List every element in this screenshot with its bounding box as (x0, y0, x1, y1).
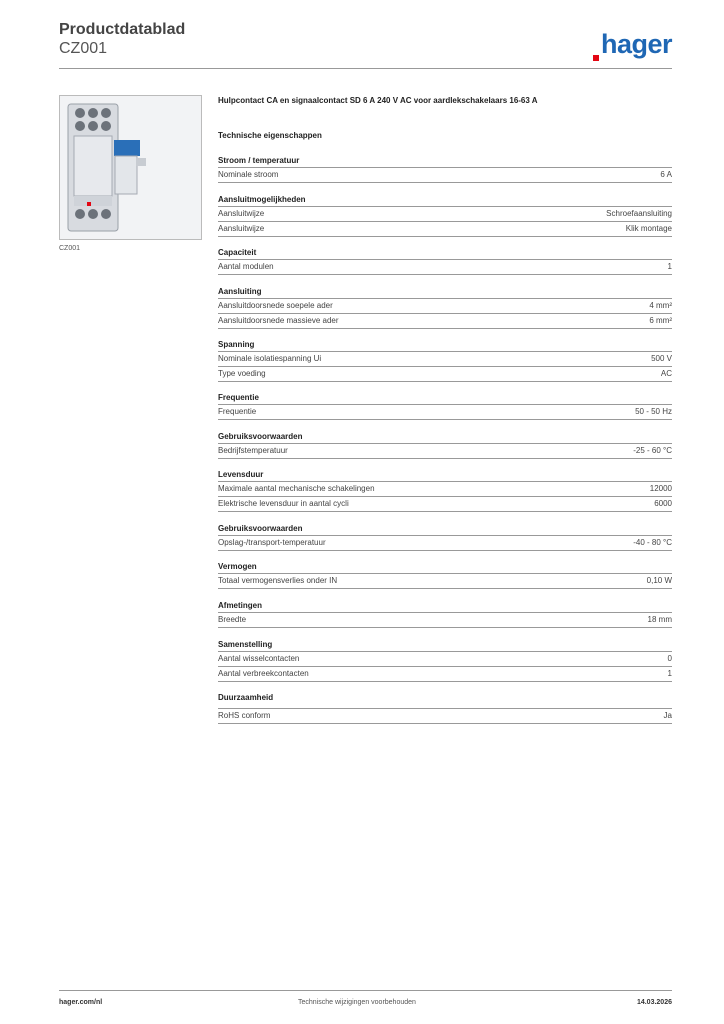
spec-section (218, 561, 672, 589)
section-title: Levensduur (218, 469, 672, 482)
spec-label: Bedrijfstemperatuur (218, 446, 288, 455)
spec-label: Aansluitwijze (218, 224, 265, 233)
spec-row (218, 574, 672, 589)
spec-value: AC (660, 369, 672, 378)
section-title: Frequentie (218, 392, 672, 405)
spec-label: Aansluitdoorsnede soepele ader (218, 301, 333, 310)
spec-value: 1 (667, 262, 672, 271)
image-caption: CZ001 (59, 245, 81, 252)
product-code: CZ001 (59, 40, 108, 57)
spec-row (218, 536, 672, 551)
spec-row (218, 667, 672, 682)
product-image-drawing (60, 96, 201, 239)
section-title: Gebruiksvoorwaarden (218, 431, 672, 444)
spec-label: Aantal verbreekcontacten (218, 669, 309, 678)
spec-section (218, 431, 672, 459)
spec-value: -40 - 80 °C (633, 538, 672, 547)
page-title: Productdatablad (59, 21, 186, 38)
spec-row (218, 367, 672, 382)
spec-value: 500 V (651, 354, 672, 363)
spec-section (218, 392, 672, 420)
spec-value: 0,10 W (646, 576, 672, 585)
spec-value: Klik montage (625, 224, 672, 233)
spec-section (218, 639, 672, 682)
spec-label: Type voeding (218, 369, 266, 378)
spec-row (218, 260, 672, 275)
spec-label: Nominale isolatiespanning Ui (218, 354, 322, 363)
footer-divider (59, 990, 672, 991)
spec-value: Ja (663, 711, 672, 720)
section-title: Duurzaamheid (218, 693, 274, 702)
spec-row (218, 497, 672, 512)
spec-label: Opslag-/transport-temperatuur (218, 538, 326, 547)
spec-row (218, 299, 672, 314)
spec-row (218, 444, 672, 459)
spec-value: 6 mm² (649, 316, 672, 325)
section-title: Afmetingen (218, 600, 672, 613)
spec-value: Schroefaansluiting (606, 209, 672, 218)
spec-value: 0 (667, 654, 672, 663)
section-title: Spanning (218, 339, 672, 352)
spec-section (218, 523, 672, 551)
spec-label: Elektrische levensduur in aantal cycli (218, 499, 349, 508)
section-title: Aansluiting (218, 286, 672, 299)
section-title: Samenstelling (218, 639, 672, 652)
spec-row (218, 207, 672, 222)
spec-label: Aantal wisselcontacten (218, 654, 300, 663)
header-divider (59, 68, 672, 69)
section-title: Vermogen (218, 561, 672, 574)
footer-notice: Technische wijzigingen voorbehouden (298, 999, 416, 1006)
spec-value: 18 mm (647, 615, 672, 624)
spec-label: Frequentie (218, 407, 257, 416)
spec-section (218, 194, 672, 237)
spec-value: 6 A (660, 170, 672, 179)
spec-value: 4 mm² (649, 301, 672, 310)
spec-label: Aantal modulen (218, 262, 274, 271)
spec-section (218, 155, 672, 183)
spec-section (218, 469, 672, 512)
spec-value: 1 (667, 669, 672, 678)
spec-row (218, 613, 672, 628)
spec-label: Maximale aantal mechanische schakelingen (218, 484, 375, 493)
spec-row (218, 314, 672, 329)
section-title: Aansluitmogelijkheden (218, 194, 672, 207)
footer-website-link[interactable]: hager.com/nl (59, 999, 103, 1006)
spec-section (218, 339, 672, 382)
spec-value: 6000 (654, 499, 672, 508)
footer-date: 14.03.2026 (636, 999, 672, 1006)
technical-heading: Technische eigenschappen (218, 131, 322, 140)
spec-label: Nominale stroom (218, 170, 279, 179)
spec-section (218, 692, 672, 724)
spec-row (218, 352, 672, 367)
spec-row (218, 405, 672, 420)
hager-logo: hager (593, 29, 672, 60)
spec-value: -25 - 60 °C (633, 446, 672, 455)
spec-label: Breedte (218, 615, 247, 624)
spec-label: Aansluitwijze (218, 209, 265, 218)
product-description: Hulpcontact CA en signaalcontact SD 6 A 240 V AC voor aardlekschakelaars 16-63 A (218, 96, 538, 105)
product-image (59, 95, 202, 240)
spec-label: Aansluitdoorsnede massieve ader (218, 316, 339, 325)
spec-row (218, 708, 672, 724)
spec-label: RoHS conform (218, 711, 271, 720)
spec-row (218, 222, 672, 237)
spec-section (218, 600, 672, 628)
spec-section (218, 286, 672, 329)
spec-value: 50 - 50 Hz (635, 407, 672, 416)
section-title: Stroom / temperatuur (218, 155, 672, 168)
spec-row (218, 168, 672, 183)
spec-row (218, 652, 672, 667)
section-title: Capaciteit (218, 247, 672, 260)
section-title: Gebruiksvoorwaarden (218, 523, 672, 536)
spec-value: 12000 (649, 484, 672, 493)
spec-section (218, 247, 672, 275)
spec-label: Totaal vermogensverlies onder IN (218, 576, 338, 585)
spec-row (218, 482, 672, 497)
